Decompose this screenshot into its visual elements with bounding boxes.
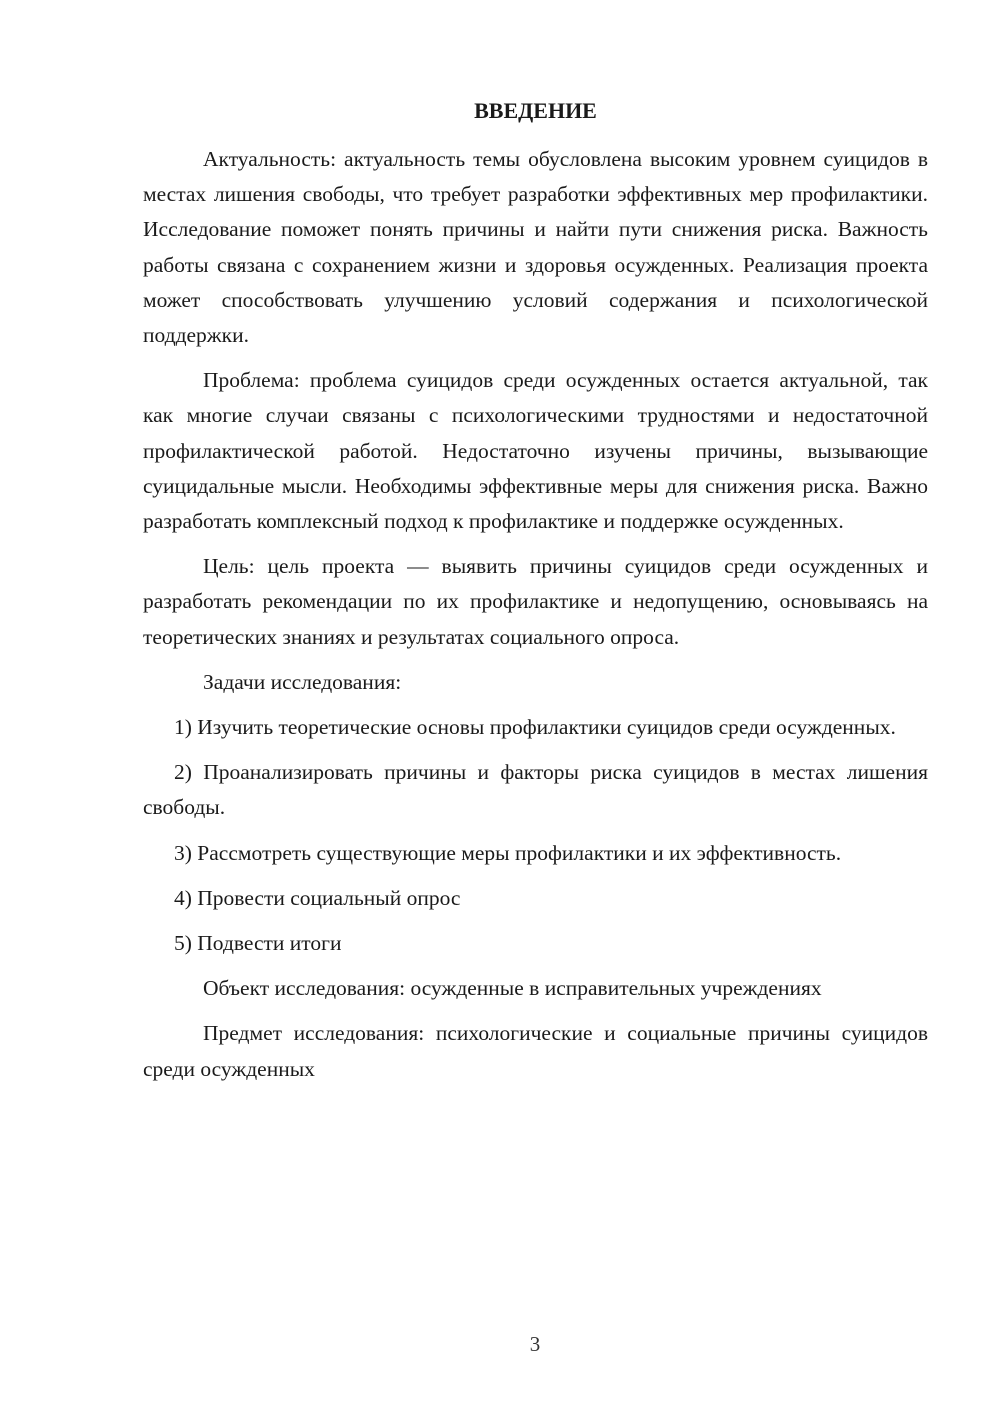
page-number: 3: [529, 1332, 541, 1356]
task-item-4: 4) Провести социальный опрос: [174, 885, 461, 910]
paragraph-relevance: Актуальность: актуальность темы обусловлена высоким уровнем суицидов в местах лишения свободы, что требует разработки эффективных мер профилактики. Исследование поможет понять причины и найти пути снижения риска. Важность работы связана с сохранением жизни и здоровья осужденных. Реализация проекта может способствовать улучшению условий содержания и психологической поддержки.: [143, 147, 928, 348]
research-object: Объект исследования: осужденные в исправительных учреждениях: [203, 976, 822, 1001]
task-item-1: 1) Изучить теоретические основы профилактики суицидов среди осужденных.: [174, 715, 896, 740]
paragraph-goal: Цель: цель проекта — выявить причины суицидов среди осужденных и разработать рекомендации по их профилактике и недопущению, основываясь на теоретических знаниях и результатах социального опроса.: [143, 554, 928, 649]
task-item-5: 5) Подвести итоги: [174, 931, 342, 956]
research-subject: Предмет исследования: психологические и социальные причины суицидов среди осужденных: [143, 1021, 928, 1081]
tasks-heading: Задачи исследования:: [203, 669, 402, 694]
document-body: [143, 142, 928, 1087]
paragraph-problem: Проблема: проблема суицидов среди осужденных остается актуальной, так как многие случаи связаны с психологическими трудностями и недостаточной профилактической работой. Недостаточно изучены причины, вызывающие суицидальные мысли. Необходимы эффективные меры для снижения риска. Важно разработать комплексный подход к профилактике и поддержке осужденных.: [143, 368, 928, 534]
page-title: ВВЕДЕНИЕ: [474, 98, 597, 123]
task-item-2: 2) Проанализировать причины и факторы риска суицидов в местах лишения свободы.: [143, 760, 928, 820]
task-item-3: 3) Рассмотреть существующие меры профилактики и их эффективность.: [174, 840, 842, 865]
